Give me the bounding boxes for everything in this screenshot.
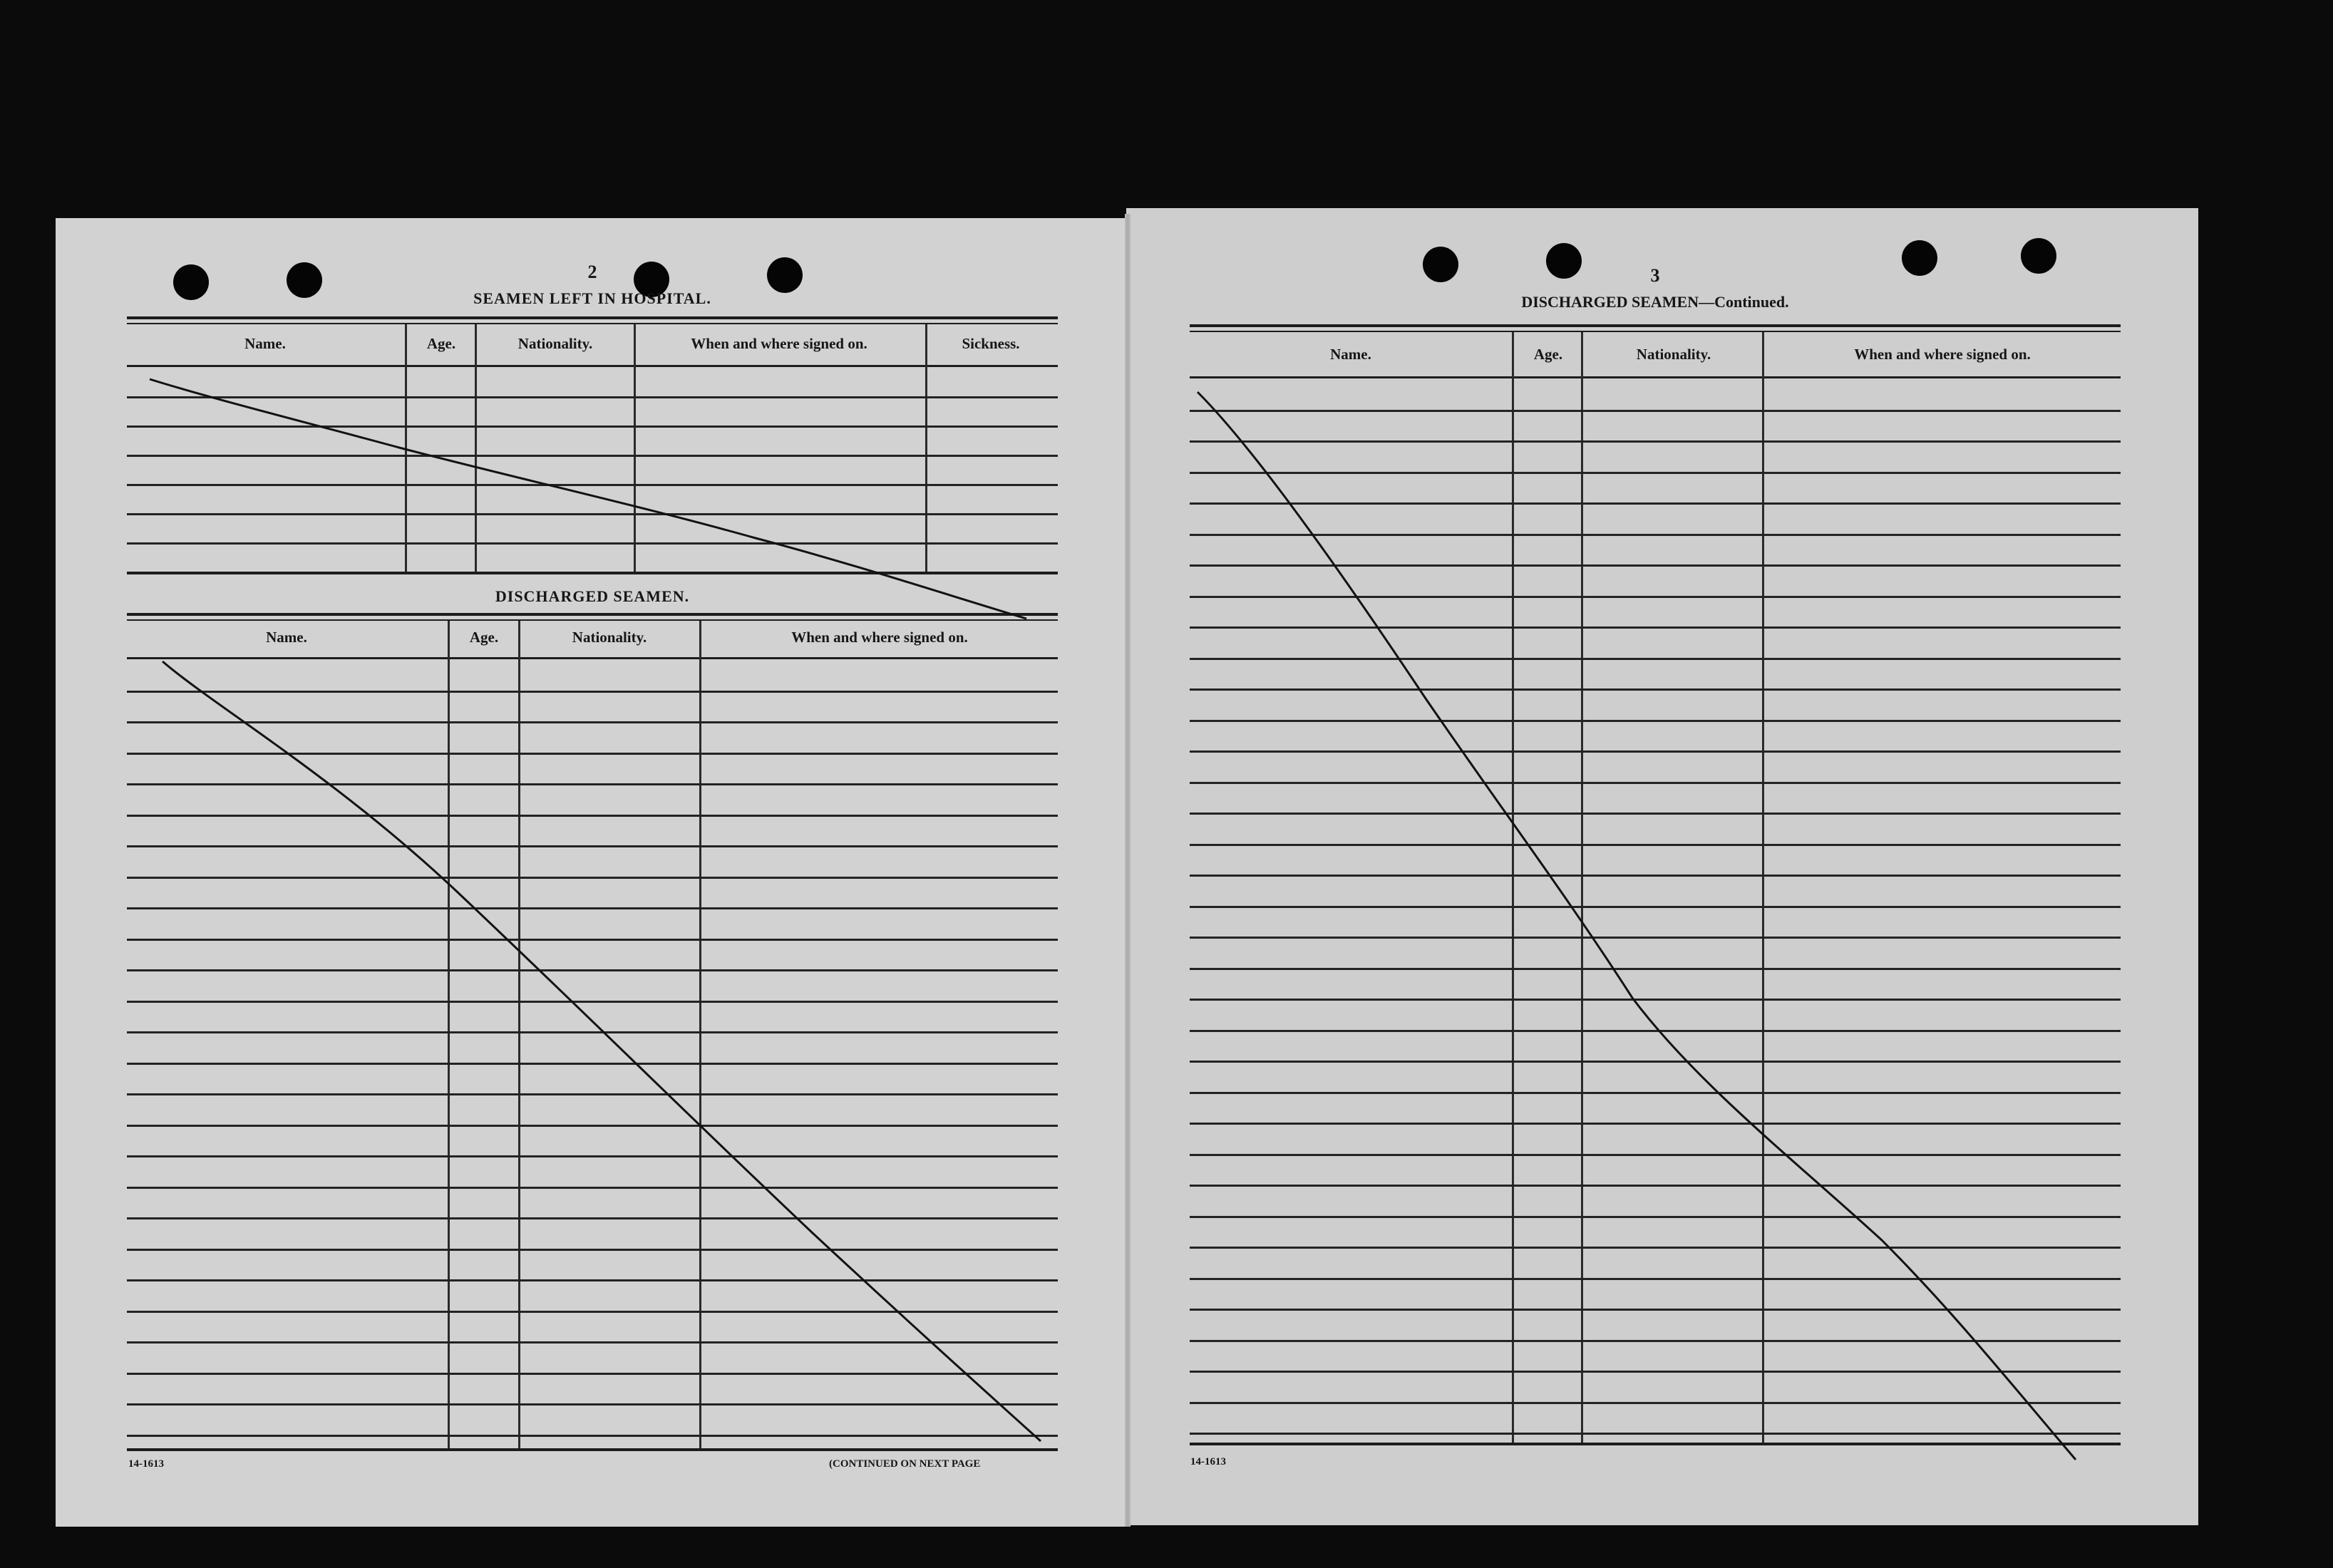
discharged-continued-title: DISCHARGED SEAMEN—Continued.	[1521, 293, 1789, 311]
page-number: 2	[587, 262, 597, 282]
hospital-cancel-stroke	[150, 379, 1026, 619]
hospital-col-signed-on: When and where signed on.	[691, 335, 867, 352]
right-col-name: Name.	[1330, 346, 1371, 363]
discharged-cancel-stroke	[163, 661, 1041, 1441]
hospital-col-age: Age.	[426, 335, 456, 352]
hospital-section-title: SEAMEN LEFT IN HOSPITAL.	[473, 289, 711, 307]
discharged-col-name: Name.	[266, 629, 307, 646]
hospital-col-name: Name.	[244, 335, 286, 352]
continued-note: (CONTINUED ON NEXT PAGE	[829, 1458, 981, 1470]
hospital-col-sickness: Sickness.	[962, 335, 1020, 352]
discharged-section-title: DISCHARGED SEAMEN.	[495, 587, 690, 605]
right-page-cancel-stroke	[1198, 392, 2076, 1460]
form-number: 14-1613	[128, 1458, 164, 1470]
discharged-col-signed-on: When and where signed on.	[791, 629, 968, 646]
hospital-col-nationality: Nationality.	[517, 335, 593, 352]
page-number: 3	[1650, 265, 1660, 286]
discharged-col-nationality: Nationality.	[572, 629, 647, 646]
right-col-nationality: Nationality.	[1636, 346, 1711, 363]
right-col-signed-on: When and where signed on.	[1854, 346, 2031, 363]
discharged-col-age: Age.	[469, 629, 499, 646]
right-col-age: Age.	[1533, 346, 1563, 363]
form-number: 14-1613	[1190, 1456, 1226, 1468]
